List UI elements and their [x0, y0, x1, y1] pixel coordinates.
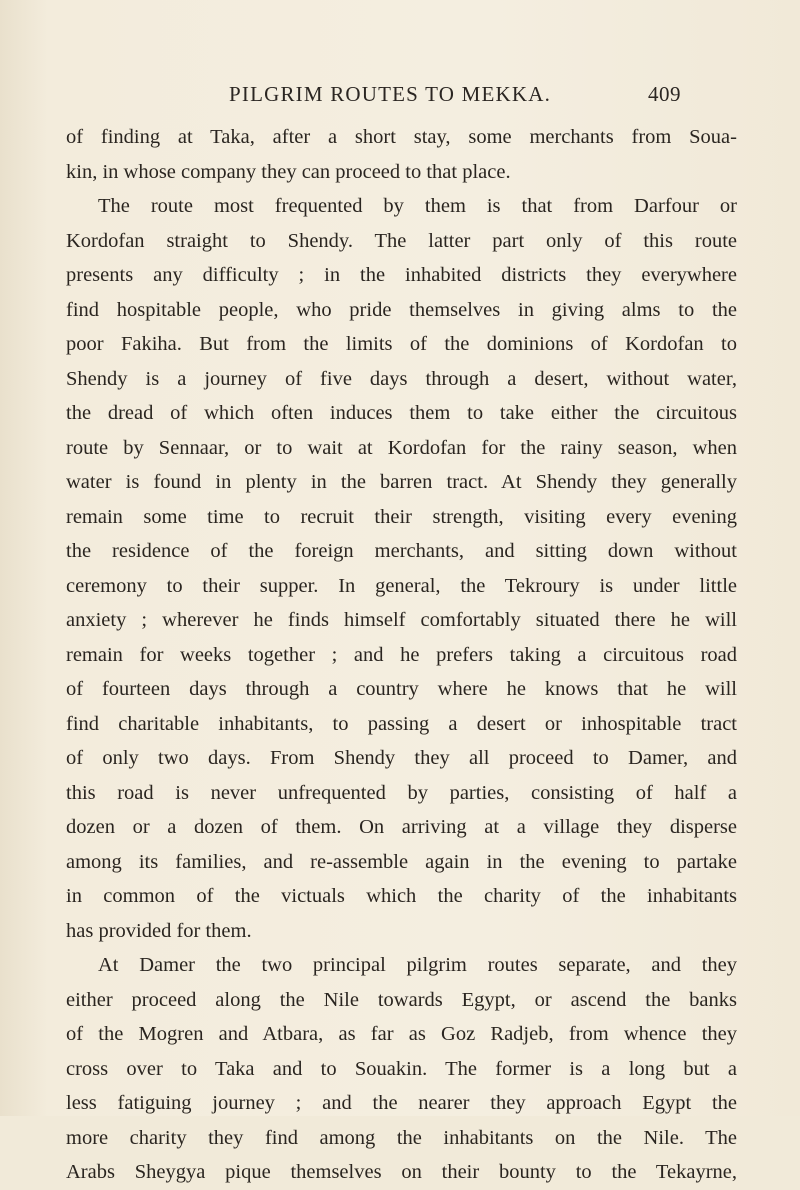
body-text — [66, 120, 737, 1190]
text-line: dozen or a dozen of them. On arriving at a village they disperse — [66, 816, 737, 838]
text-line: remain for weeks together ; and he prefers taking a circuitous road — [66, 643, 737, 666]
text-line: has provided for them. — [66, 919, 252, 942]
text-line: presents any difficulty ; in the inhabited districts they everywhere — [66, 264, 737, 286]
text-line: of the Mogren and Atbara, as far as Goz Radjeb, from whence they — [66, 1023, 737, 1045]
text-line: this road is never unfrequented by parties, consisting of half a — [66, 781, 737, 804]
text-line: kin, in whose company they can proceed to that place. — [66, 160, 511, 183]
text-line: either proceed along the Nile towards Egypt, or ascend the banks — [66, 988, 737, 1011]
page-number: 409 — [648, 82, 681, 106]
text-line: At Damer the two principal pilgrim routes separate, and they — [98, 954, 737, 976]
text-line: anxiety ; wherever he finds himself comfortably situated there he will — [66, 609, 737, 631]
text-line: of only two days. From Shendy they all proceed to Damer, and — [66, 747, 737, 769]
text-line: cross over to Taka and to Souakin. The former is a long but a — [66, 1057, 737, 1080]
text-line: Arabs Sheygya pique themselves on their bounty to the Tekayrne, — [66, 1161, 737, 1183]
text-line: route by Sennaar, or to wait at Kordofan for the rainy season, when — [66, 436, 737, 459]
running-title: PILGRIM ROUTES TO MEKKA. — [229, 82, 552, 106]
text-line: of finding at Taka, after a short stay, some merchants from Soua- — [66, 126, 737, 148]
text-line: Shendy is a journey of five days through a desert, without water, — [66, 367, 737, 390]
running-head — [0, 82, 800, 112]
text-line: remain some time to recruit their strength, visiting every evening — [66, 505, 737, 528]
text-line: find hospitable people, who pride themselves in giving alms to the — [66, 298, 737, 321]
text-line: less fatiguing journey ; and the nearer they approach Egypt the — [66, 1092, 737, 1114]
text-line: more charity they find among the inhabitants on the Nile. The — [66, 1126, 737, 1149]
text-line: ceremony to their supper. In general, the Tekroury is under little — [66, 574, 737, 597]
text-line: poor Fakiha. But from the limits of the dominions of Kordofan to — [66, 333, 737, 355]
text-line: find charitable inhabitants, to passing a desert or inhospitable tract — [66, 712, 737, 735]
text-line: in common of the victuals which the charity of the inhabitants — [66, 885, 737, 907]
text-line: the dread of which often induces them to take either the circuitous — [66, 402, 737, 424]
text-line: water is found in plenty in the barren tract. At Shendy they generally — [66, 471, 737, 493]
text-line: Kordofan straight to Shendy. The latter part only of this route — [66, 229, 737, 252]
text-line: the residence of the foreign merchants, and sitting down without — [66, 540, 737, 562]
text-line: The route most frequented by them is that from Darfour or — [98, 195, 737, 217]
text-line: among its families, and re-assemble again in the evening to partake — [66, 850, 737, 873]
text-line: of fourteen days through a country where he knows that he will — [66, 678, 737, 700]
